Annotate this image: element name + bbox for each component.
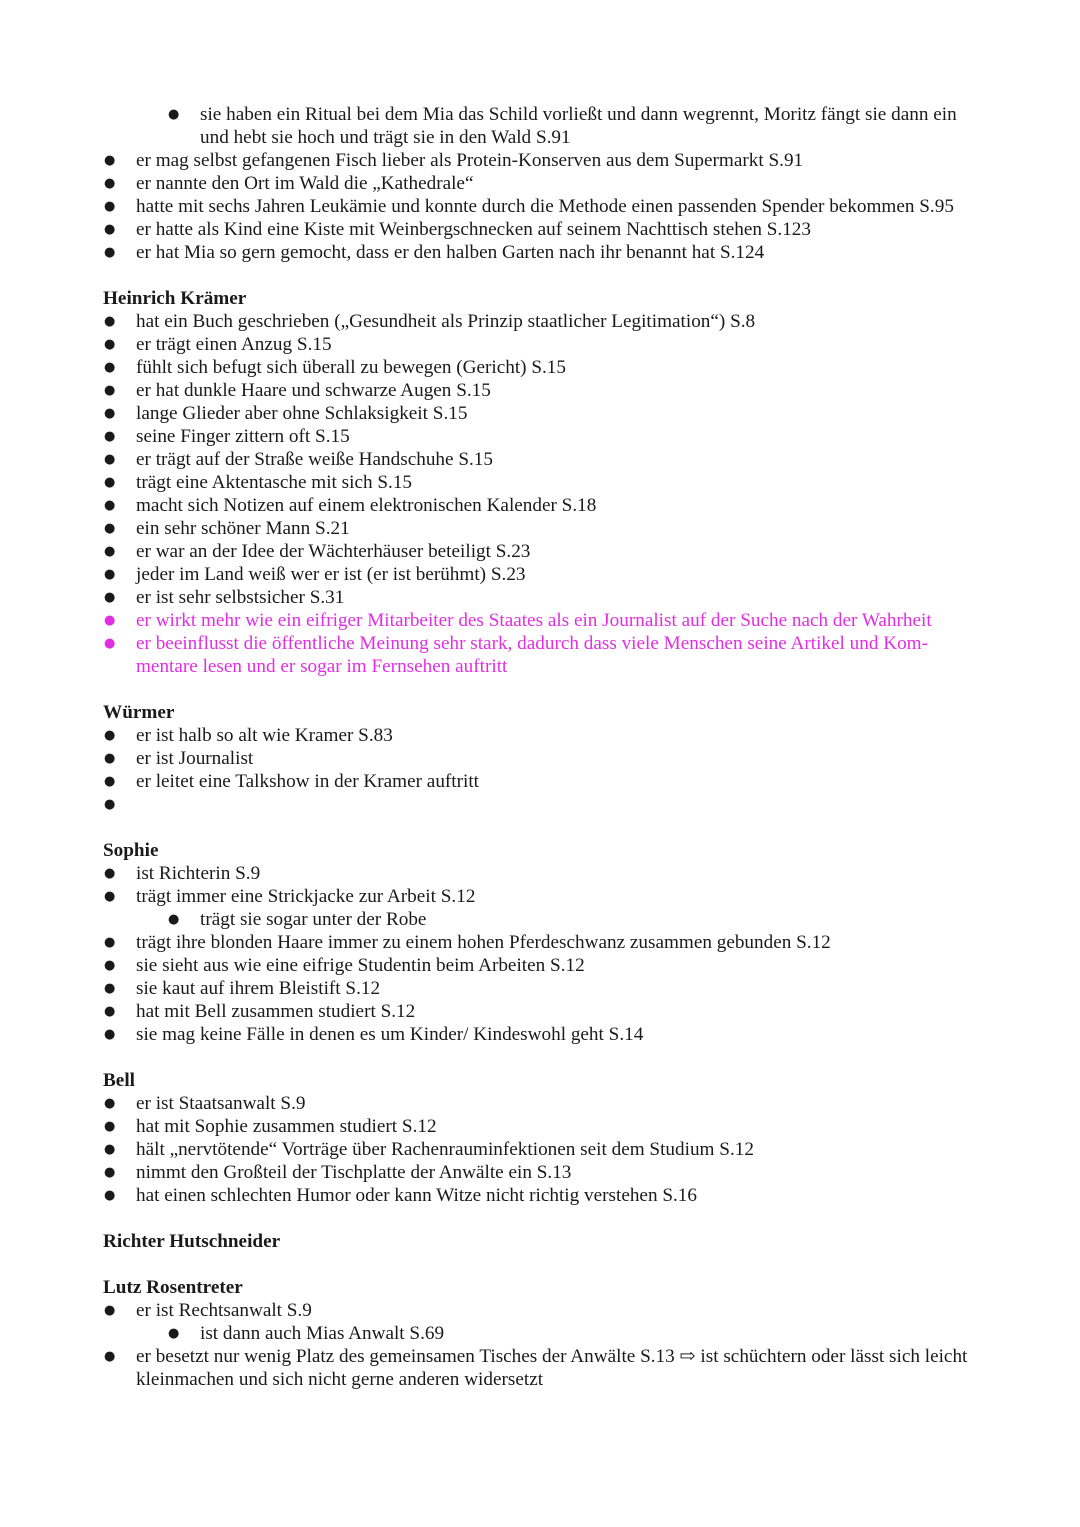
sub-list-item — [0, 103, 1080, 149]
list-item-text: trägt sie sogar unter der Robe — [200, 909, 427, 930]
list-item — [0, 540, 1080, 563]
list-item — [0, 563, 1080, 586]
section-heinrich-kraemer — [0, 287, 1080, 678]
list-item-text: fühlt sich befugt sich überall zu bewegen (Gericht) S.15 — [136, 357, 566, 378]
list-item-text: sie mag keine Fälle in denen es um Kinder/ Kindeswohl geht S.14 — [136, 1024, 644, 1045]
list-item — [0, 517, 1080, 540]
list-item — [0, 954, 1080, 977]
section-wuermer — [0, 701, 1080, 816]
list-item — [0, 333, 1080, 356]
bullet-icon: ● — [104, 958, 116, 973]
list-item-text: er ist Journalist — [136, 748, 254, 769]
bullet-list — [0, 1092, 1080, 1207]
bullet-icon: ● — [104, 153, 116, 168]
bullet-icon: ● — [168, 107, 180, 122]
list-item-text: hat mit Sophie zusammen studiert S.12 — [136, 1116, 437, 1137]
list-item-text: sie kaut auf ihrem Bleistift S.12 — [136, 978, 381, 999]
section-lutz-rosentreter — [0, 1276, 1080, 1391]
section-richter-hutschneider — [0, 1230, 1080, 1253]
list-item — [0, 149, 1080, 172]
list-item-text: nimmt den Großteil der Tischplatte der Anwälte ein S.13 — [136, 1162, 572, 1183]
bullet-list — [0, 310, 1080, 678]
list-item — [0, 1299, 1080, 1322]
bullet-icon: ● — [104, 475, 116, 490]
bullet-icon: ● — [104, 360, 116, 375]
list-item-text: hält „nervtötende“ Vorträge über Rachenrauminfektionen seit dem Studium S.12 — [136, 1139, 754, 1160]
list-item — [0, 1115, 1080, 1138]
bullet-icon: ● — [104, 1303, 116, 1318]
list-item — [0, 195, 1080, 218]
list-item-text: er trägt einen Anzug S.15 — [136, 334, 332, 355]
list-item — [0, 977, 1080, 1000]
list-item-text: er ist Staatsanwalt S.9 — [136, 1093, 306, 1114]
list-item-text: er wirkt mehr wie ein eifriger Mitarbeiter des Staates als ein Journalist auf der Suche nach der Wahrheit — [136, 610, 932, 631]
bullet-icon: ● — [104, 981, 116, 996]
bullet-icon: ● — [104, 774, 116, 789]
list-item-text: er ist sehr selbstsicher S.31 — [136, 587, 345, 608]
bullet-icon: ● — [104, 429, 116, 444]
list-item — [0, 1161, 1080, 1184]
section-sophie — [0, 839, 1080, 1046]
list-item — [0, 747, 1080, 770]
bullet-icon: ● — [104, 1004, 116, 1019]
bullet-list — [0, 1299, 1080, 1391]
list-item-text: er ist Rechtsanwalt S.9 — [136, 1300, 312, 1321]
bullet-icon: ● — [104, 935, 116, 950]
bullet-icon: ● — [104, 751, 116, 766]
list-item — [0, 632, 1080, 678]
bullet-icon: ● — [104, 406, 116, 421]
list-item — [0, 218, 1080, 241]
list-item-text: sie sieht aus wie eine eifrige Studentin beim Arbeiten S.12 — [136, 955, 585, 976]
list-item-text: er mag selbst gefangenen Fisch lieber als Protein-Konserven aus dem Supermarkt S.91 — [136, 150, 804, 171]
bullet-list — [0, 103, 1080, 264]
list-item — [0, 770, 1080, 793]
section-heading: Heinrich Krämer — [103, 288, 247, 309]
list-item-text: trägt immer eine Strickjacke zur Arbeit S.12 — [136, 886, 476, 907]
bullet-icon: ● — [104, 567, 116, 582]
bullet-icon: ● — [104, 337, 116, 352]
sub-list-item — [0, 1322, 1080, 1345]
section-heading: Richter Hutschneider — [103, 1231, 281, 1252]
intro-section — [0, 103, 1080, 264]
bullet-icon: ● — [104, 866, 116, 881]
list-item — [0, 586, 1080, 609]
bullet-icon: ● — [104, 176, 116, 191]
bullet-icon: ● — [104, 544, 116, 559]
bullet-icon: ● — [104, 889, 116, 904]
list-item — [0, 471, 1080, 494]
list-item-text: ist Richterin S.9 — [136, 863, 261, 884]
bullet-icon: ● — [104, 498, 116, 513]
bullet-list — [0, 724, 1080, 816]
list-item-text: ein sehr schöner Mann S.21 — [136, 518, 350, 539]
list-item-text: ist dann auch Mias Anwalt S.69 — [200, 1323, 445, 1344]
bullet-icon: ● — [104, 521, 116, 536]
list-item — [0, 931, 1080, 954]
bullet-icon: ● — [168, 912, 180, 927]
bullet-icon: ● — [104, 1165, 116, 1180]
list-item — [0, 793, 1080, 816]
list-item-text: sie haben ein Ritual bei dem Mia das Schild vorließt und dann wegrennt, Moritz fängt sie dann ein und hebt sie hoch und trägt sie in den Wald S.91 — [200, 104, 957, 148]
sub-list-item — [0, 908, 1080, 931]
list-item-text: jeder im Land weiß wer er ist (er ist berühmt) S.23 — [136, 564, 526, 585]
bullet-icon: ● — [104, 1096, 116, 1111]
list-item — [0, 1138, 1080, 1161]
list-item-text: hat einen schlechten Humor oder kann Witze nicht richtig verstehen S.16 — [136, 1185, 697, 1206]
list-item-text: trägt eine Aktentasche mit sich S.15 — [136, 472, 413, 493]
character-sections — [0, 287, 1080, 1391]
bullet-icon: ● — [104, 383, 116, 398]
bullet-list — [0, 862, 1080, 1046]
list-item — [0, 356, 1080, 379]
section-heading: Sophie — [103, 840, 159, 861]
list-item — [0, 425, 1080, 448]
list-item-text: lange Glieder aber ohne Schlaksigkeit S.15 — [136, 403, 468, 424]
bullet-icon: ● — [104, 1119, 116, 1134]
list-item-text: er leitet eine Talkshow in der Kramer auftritt — [136, 771, 480, 792]
list-item-text: er nannte den Ort im Wald die „Kathedrale“ — [136, 173, 474, 194]
section-heading: Lutz Rosentreter — [103, 1277, 243, 1298]
section-heading: Bell — [103, 1070, 135, 1091]
list-item — [0, 241, 1080, 264]
bullet-icon: ● — [104, 452, 116, 467]
list-item — [0, 172, 1080, 195]
bullet-icon: ● — [104, 728, 116, 743]
list-item-text: er besetzt nur wenig Platz des gemeinsamen Tisches der Anwälte S.13 ⇨ ist schüchtern oder lässt sich leicht kleinmachen und sich nicht gerne anderen widersetzt — [136, 1346, 968, 1390]
list-item-text: hatte mit sechs Jahren Leukämie und konnte durch die Methode einen passenden Spender bekommen S.95 — [136, 196, 954, 217]
section-heading: Würmer — [103, 702, 175, 723]
bullet-icon: ● — [104, 1349, 116, 1364]
list-item — [0, 1023, 1080, 1046]
bullet-icon: ● — [104, 314, 116, 329]
list-item — [0, 724, 1080, 747]
section-bell — [0, 1069, 1080, 1207]
list-item-text: hat ein Buch geschrieben („Gesundheit als Prinzip staatlicher Legitimation“) S.8 — [136, 311, 756, 332]
list-item — [0, 310, 1080, 333]
list-item-text: macht sich Notizen auf einem elektronischen Kalender S.18 — [136, 495, 597, 516]
bullet-icon: ● — [104, 613, 116, 628]
bullet-icon: ● — [104, 797, 116, 812]
list-item-text: er ist halb so alt wie Kramer S.83 — [136, 725, 393, 746]
bullet-icon: ● — [104, 590, 116, 605]
list-item — [0, 1092, 1080, 1115]
list-item — [0, 885, 1080, 908]
list-item-text: trägt ihre blonden Haare immer zu einem hohen Pferdeschwanz zusammen gebunden S.12 — [136, 932, 831, 953]
list-item — [0, 494, 1080, 517]
list-item-text: er trägt auf der Straße weiße Handschuhe S.15 — [136, 449, 493, 470]
list-item — [0, 862, 1080, 885]
list-item-text: er war an der Idee der Wächterhäuser beteiligt S.23 — [136, 541, 531, 562]
list-item-text: er hatte als Kind eine Kiste mit Weinbergschnecken auf seinem Nachttisch stehen S.123 — [136, 219, 811, 240]
list-item — [0, 379, 1080, 402]
list-item-text: hat mit Bell zusammen studiert S.12 — [136, 1001, 416, 1022]
list-item — [0, 402, 1080, 425]
list-item — [0, 609, 1080, 632]
bullet-icon: ● — [104, 1142, 116, 1157]
list-item-text: er hat dunkle Haare und schwarze Augen S.15 — [136, 380, 491, 401]
document-page — [0, 103, 1080, 1391]
list-item — [0, 1184, 1080, 1207]
bullet-icon: ● — [104, 222, 116, 237]
list-item — [0, 448, 1080, 471]
bullet-icon: ● — [104, 636, 116, 651]
list-item — [0, 1345, 1080, 1391]
list-item-text: er hat Mia so gern gemocht, dass er den halben Garten nach ihr benannt hat S.124 — [136, 242, 765, 263]
bullet-icon: ● — [104, 1188, 116, 1203]
bullet-icon: ● — [104, 1027, 116, 1042]
bullet-icon: ● — [104, 199, 116, 214]
list-item-text: seine Finger zittern oft S.15 — [136, 426, 350, 447]
bullet-icon: ● — [168, 1326, 180, 1341]
bullet-icon: ● — [104, 245, 116, 260]
list-item-text: er beeinflusst die öffentliche Meinung sehr stark, dadurch dass viele Menschen seine Artikel und Kom-mentare lesen und er sogar im Fernsehen auftritt — [136, 633, 928, 677]
list-item — [0, 1000, 1080, 1023]
